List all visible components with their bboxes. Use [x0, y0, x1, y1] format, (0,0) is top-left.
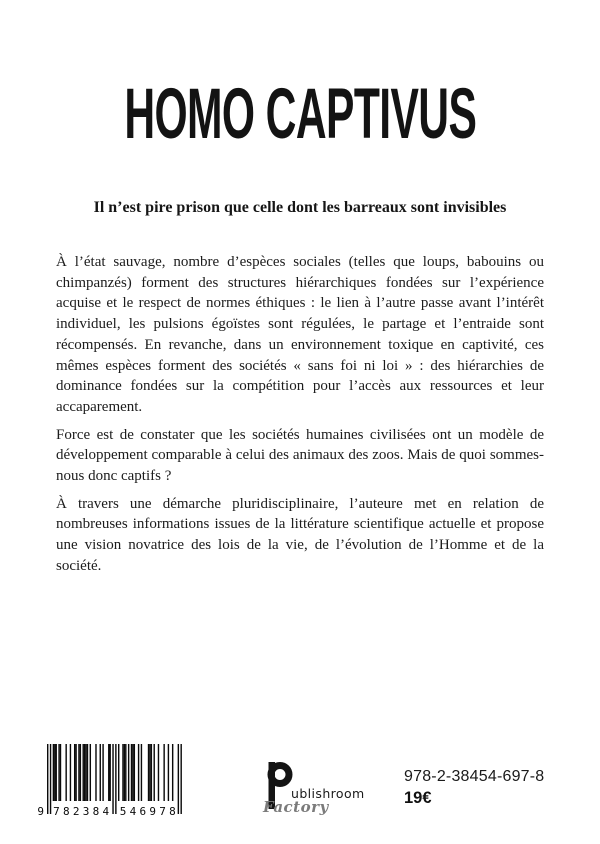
publisher-name: ublishroom [291, 786, 365, 801]
synopsis-paragraph: À travers une démarche pluridisciplinaire, l’auteure met en relation de nombreuses informations issues de la littérature scientifique actuelle et propose une vision novatrice des lois de la vie, de l’évolution de l’Homme et de la société. [56, 495, 544, 574]
price: 19€ [404, 789, 432, 807]
publisher-logo [263, 762, 367, 818]
synopsis [56, 252, 544, 584]
book-title-text: HOMO CAPTIVUS [124, 75, 476, 154]
svg-text:9: 9 [37, 805, 44, 818]
isbn-number: 978-2-38454-697-8 [404, 768, 545, 785]
synopsis-paragraph: Force est de constater que les sociétés humaines civilisées ont un modèle de développement comparable à celui des animaux des zoos. Mais de quoi sommes-nous donc captifs ? [56, 426, 544, 485]
svg-text:782384: 782384 [53, 805, 110, 818]
isbn-price-block [404, 768, 544, 808]
svg-text:546978: 546978 [119, 805, 176, 818]
synopsis-paragraph: À l’état sauvage, nombre d’espèces sociales (telles que loups, babouins ou chimpanzés) forment des structures hiérarchiques fondées sur l’expérience acquise et le respect de normes éthiques : le lien à l’autre passe avant l’intérêt individuel, les pulsions égoïstes sont régulées, le partage et l’entraide sont récompensés. En revanche, dans un environnement toxique en captivité, ces mêmes espèces forment des sociétés « sans foi ni loi » : des hiérarchies de dominance fondées sur la compétition pour l’accès aux ressources et leur accaparement. [56, 254, 544, 415]
tagline: Il n’est pire prison que celle dont les barreaux sont invisibles [93, 199, 507, 216]
ean13-barcode-icon [34, 744, 186, 820]
publisher-factory: Factory [263, 798, 329, 816]
book-title [0, 75, 600, 154]
